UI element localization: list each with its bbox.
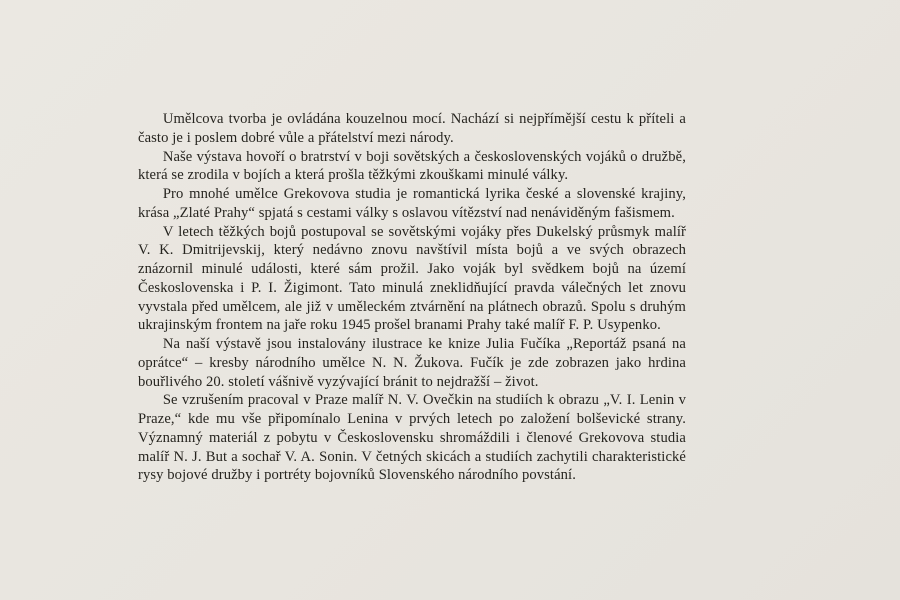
paragraph-6: Se vzrušením pracoval v Praze malíř N. V. Ovečkin na studiích k obrazu „V. I. Lenin v Praze,“ kde mu vše připomínalo Lenina v prvých letech po založení bolševické strany. Významný materiál z pobytu v Československu shromáždili i členové Grekovova studia malíř N. J. But a sochař V. A. Sonin. V četných skicách a studiích zachytili charakteristické rysy bojové družby i portréty bojovníků Slovenského národního povstání. — [138, 392, 686, 484]
paragraph-1: Umělcova tvorba je ovládána kouzelnou mocí. Nachází si nejpřímější cestu k příteli a často je i poslem dobré vůle a přátelství mezi národy. — [138, 111, 686, 146]
paragraph-2: Naše výstava hovoří o bratrství v boji sovětských a československých vojáků o družbě, která se zrodila v bojích a která prošla těžkými zkouškami minulé války. — [138, 148, 686, 184]
text-block — [138, 110, 686, 485]
paragraph-5: Na naší výstavě jsou instalovány ilustrace ke knize Julia Fučíka „Reportáž psaná na oprátce“ – kresby národního umělce N. N. Žukova. Fučík je zde zobrazen jako hrdina bouřlivého 20. století vášnivě vyzývající bránit to nejdražší – život. — [138, 336, 686, 390]
paragraph-4: V letech těžkých bojů postupoval se sovětskými vojáky přes Dukelský průsmyk malíř V. K. Dmitrijevskij, který nedávno znovu navštívil místa bojů a ve svých obrazech znázornil minulé události, které sám prožil. Jako voják byl svědkem bojů na území Československa i P. I. Žigimont. Tato minulá zneklidňující pravda válečných let znovu vyvstala před umělcem, ale již v uměleckém ztvárnění na plátnech obrazů. Spolu s druhým ukrajinským frontem na jaře roku 1945 prošel branami Prahy také malíř F. P. Usypenko. — [138, 223, 686, 334]
paragraph-3: Pro mnohé umělce Grekovova studia je romantická lyrika české a slovenské krajiny, krása „Zlaté Prahy“ spjatá s cestami války s oslavou vítězství nad nenáviděným fašismem. — [138, 186, 686, 221]
